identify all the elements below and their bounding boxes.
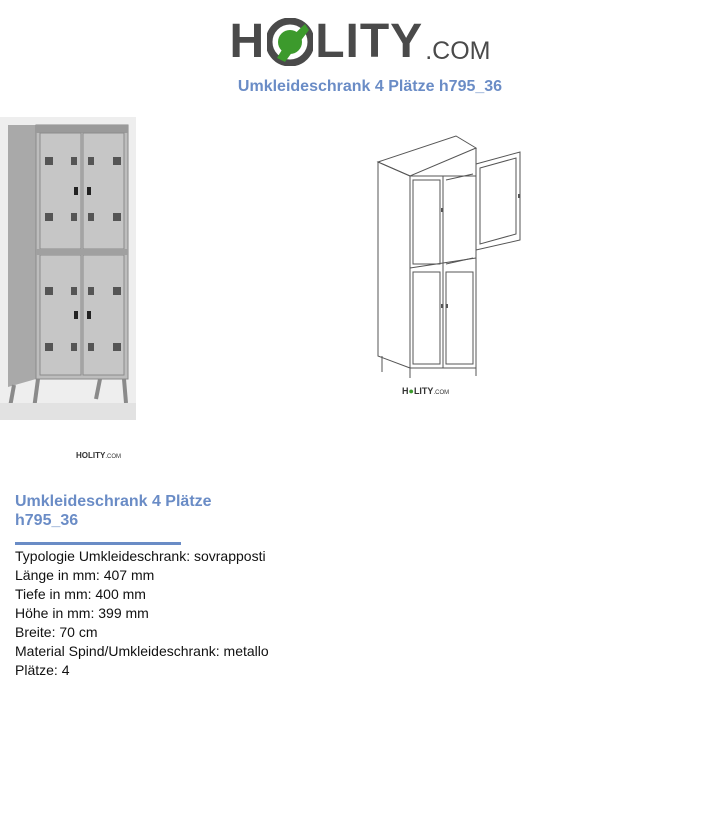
logo-letters-lity: LITY bbox=[315, 15, 424, 68]
spec-list bbox=[15, 547, 269, 680]
product-title: Umkleideschrank 4 Plätze h795_36 bbox=[15, 493, 212, 529]
small-logo-com: .COM bbox=[105, 454, 122, 460]
technical-drawing[interactable] bbox=[360, 128, 540, 398]
logo-o-icon bbox=[267, 18, 313, 66]
small-logo-text: HOLITY bbox=[76, 451, 106, 460]
drawing-logo-text: H●LITY.COM bbox=[402, 386, 450, 396]
logo-dotcom: .COM bbox=[425, 37, 491, 65]
spec-item: Plätze: 4 bbox=[15, 662, 70, 678]
spec-item: Höhe in mm: 399 mm bbox=[15, 605, 149, 621]
spec-item: Breite: 70 cm bbox=[15, 624, 98, 640]
title-underline bbox=[15, 542, 181, 545]
logo-letter-h: H bbox=[229, 15, 266, 68]
spec-item: Tiefe in mm: 400 mm bbox=[15, 586, 146, 602]
spec-item: Material Spind/Umkleideschrank: metallo bbox=[15, 643, 269, 659]
spec-item: Typologie Umkleideschrank: sovrapposti bbox=[15, 548, 266, 564]
holity-logo[interactable] bbox=[0, 10, 720, 66]
spec-item: Länge in mm: 407 mm bbox=[15, 567, 155, 583]
product-photo[interactable] bbox=[0, 117, 136, 420]
page-title: Umkleideschrank 4 Plätze h795_36 bbox=[237, 78, 503, 95]
small-logo bbox=[76, 451, 121, 460]
